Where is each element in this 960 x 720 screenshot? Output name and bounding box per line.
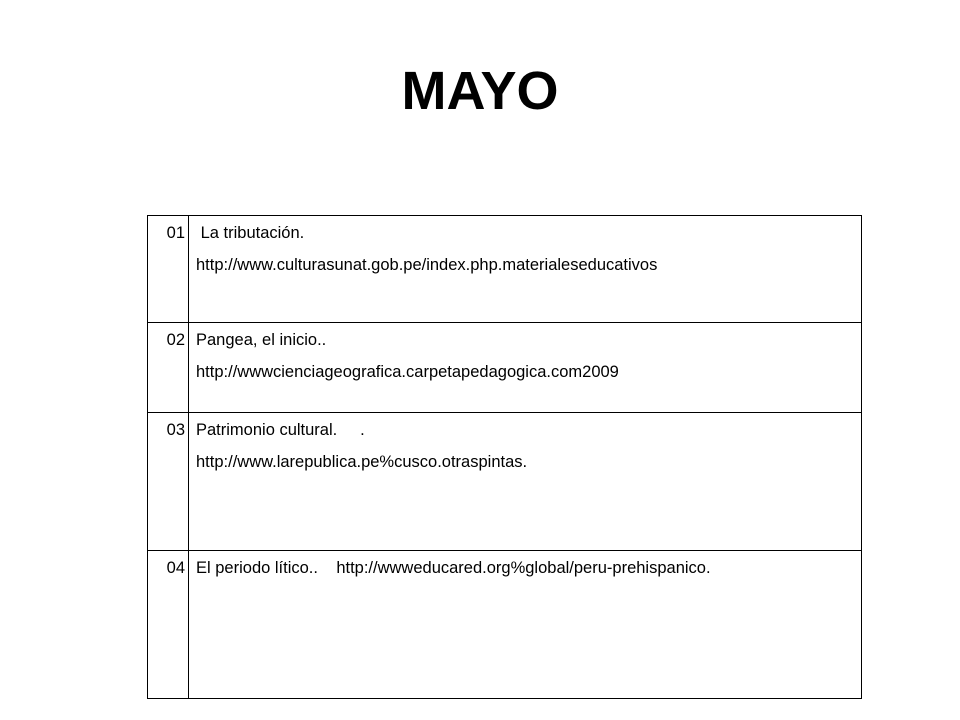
resource-link[interactable]: http://wwweducared.org%global/peru-prehispanico. [336,559,711,577]
resource-link[interactable]: http://www.larepublica.pe%cusco.otraspintas. [196,453,528,471]
resource-link[interactable]: http://wwwcienciageografica.carpetapedagogica.com2009 [196,363,619,381]
table-row [148,216,862,323]
topic-title: La tributación. [196,224,305,242]
schedule-table [147,215,862,699]
topic-title: Patrimonio cultural. . [196,421,365,439]
row-number: 04 [148,551,189,699]
table-row [148,551,862,699]
topic-title: Pangea, el inicio.. [196,331,327,349]
page-title: MAYO [401,61,559,121]
row-content [189,413,862,551]
row-number: 02 [148,323,189,413]
table-row [148,413,862,551]
row-number: 01 [148,216,189,323]
row-content [189,551,862,699]
resource-link[interactable]: http://www.culturasunat.gob.pe/index.php.materialeseducativos [196,256,658,274]
row-content [189,216,862,323]
row-content [189,323,862,413]
table-row [148,323,862,413]
topic-title: El periodo lítico.. [196,559,337,577]
row-number: 03 [148,413,189,551]
